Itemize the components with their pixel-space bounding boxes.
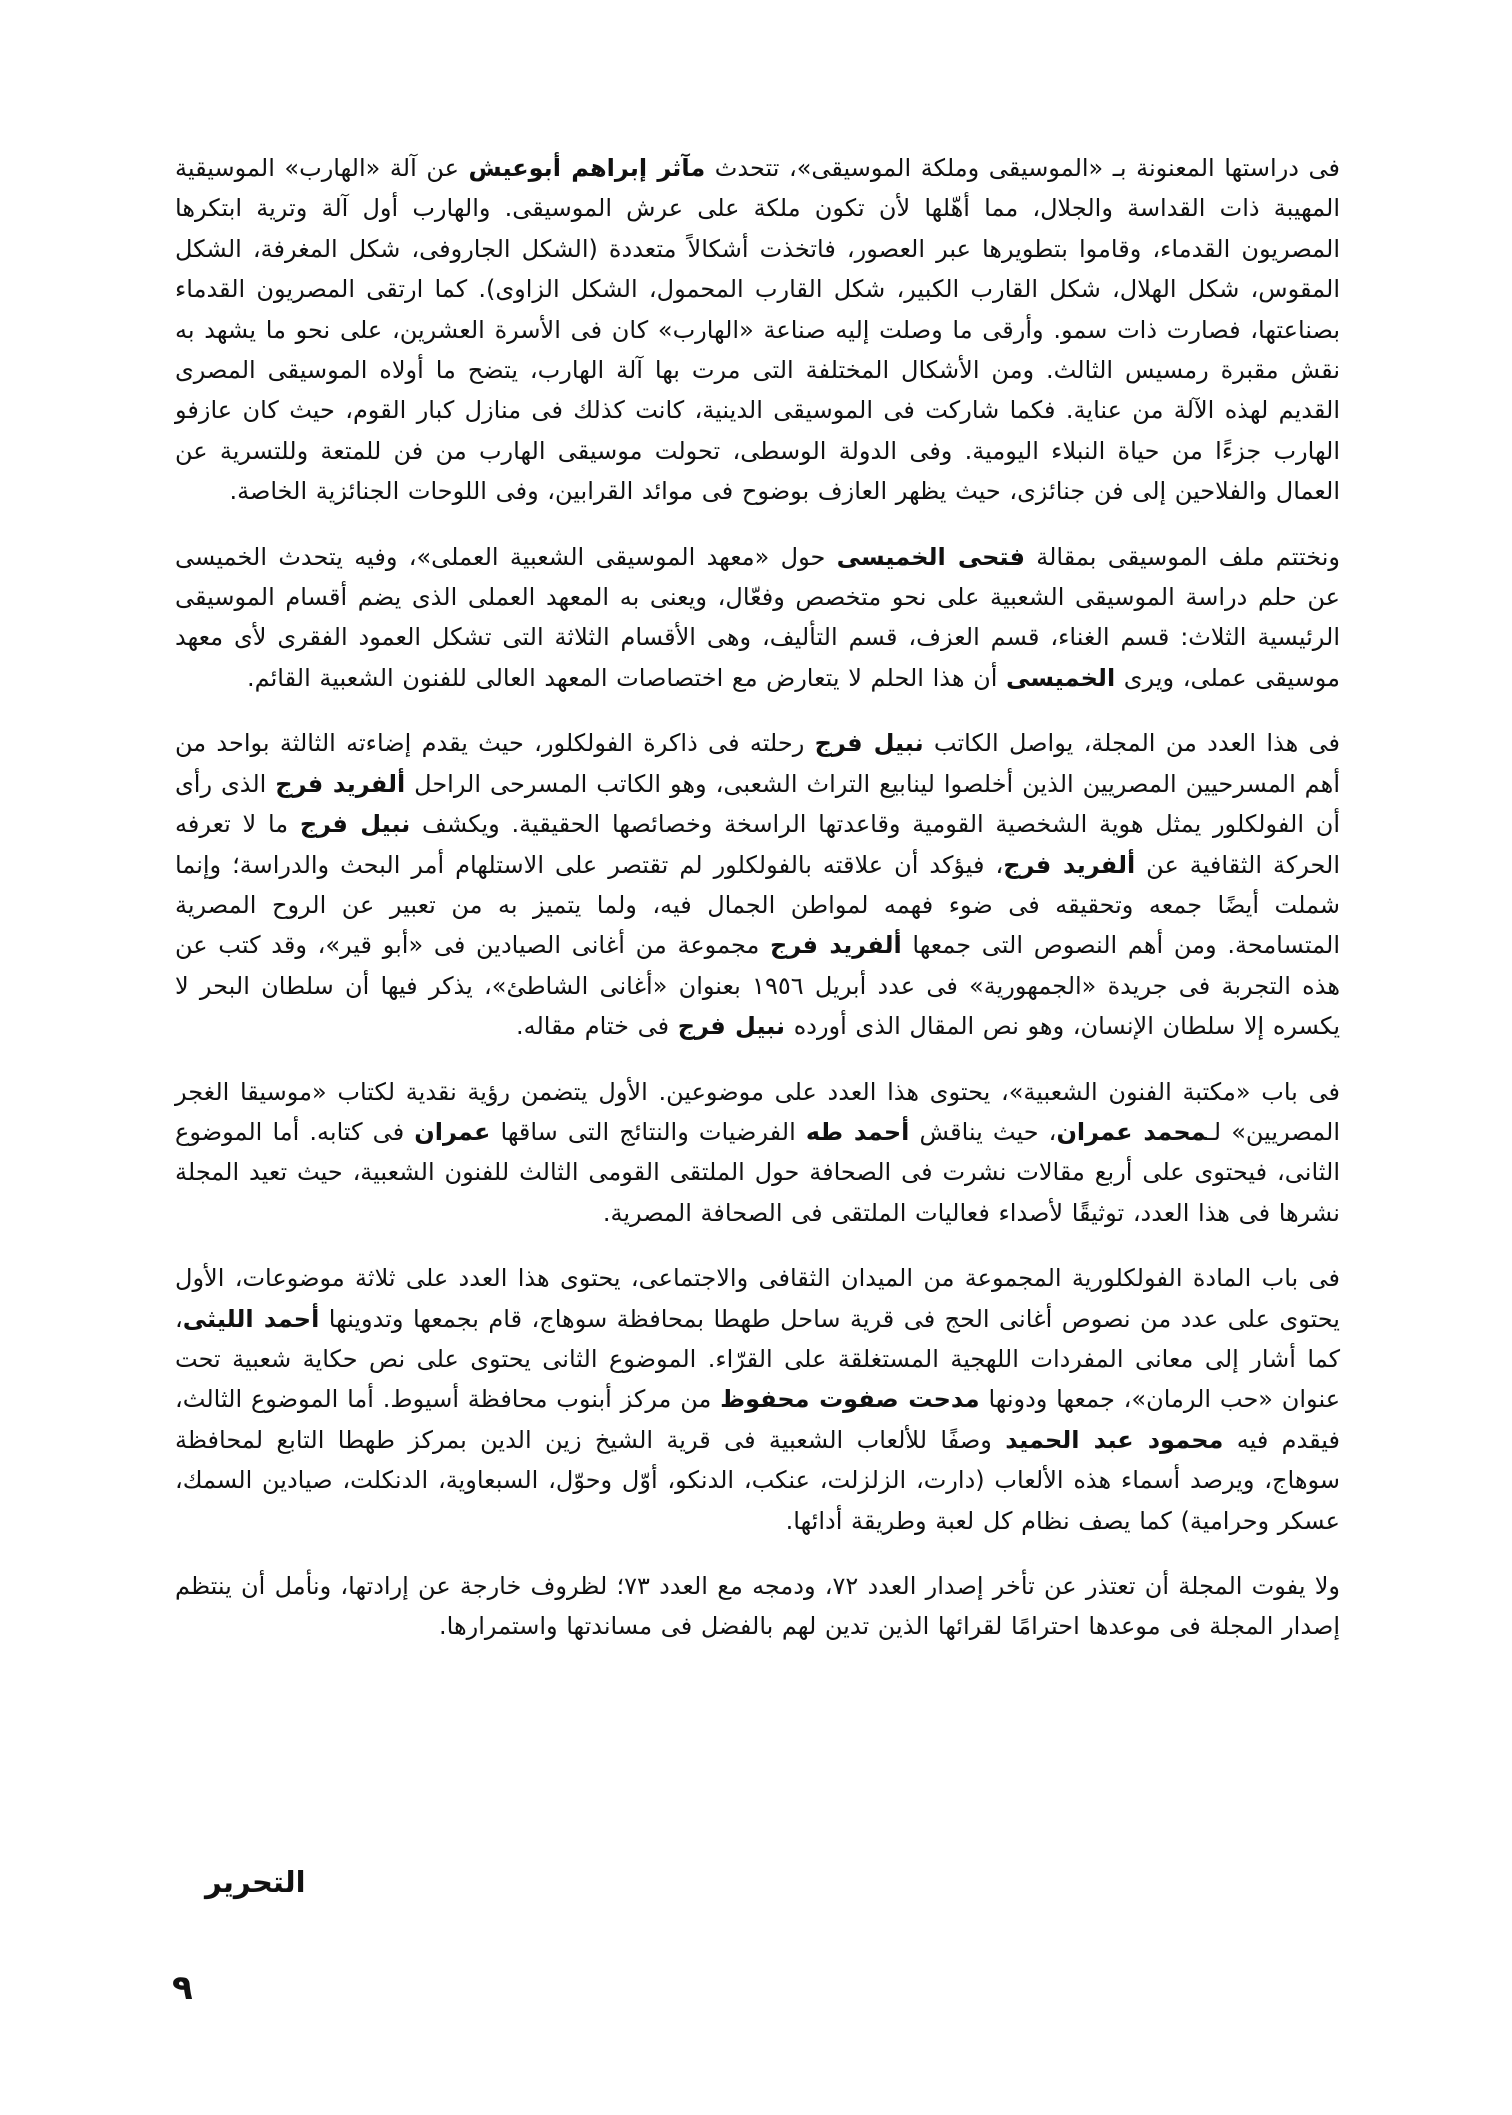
text-run: من مركز أبنوب محافظة أسيوط. أما الموضوع الثالث، فيقدم فيه: [175, 1385, 1340, 1454]
emphasized-name: ألفريد فرج: [770, 931, 902, 960]
emphasized-name: نبيل فرج: [677, 1012, 786, 1041]
text-run: ، كما أشار إلى معانى المفردات اللهجية المستغلقة على القرّاء. الموضوع الثانى يحتوى على نص حكاية شعبية تحت عنوان «حب الرمان»، جمعها ودونها: [175, 1304, 1341, 1414]
emphasized-name: نبيل فرج: [299, 810, 411, 839]
text-run: فى ختام مقاله.: [516, 1012, 678, 1041]
text-run: أن هذا الحلم لا يتعارض مع اختصاصات المعهد العالى للفنون الشعبية القائم.: [247, 663, 1007, 692]
text-run: وصفًا للألعاب الشعبية فى قرية الشيخ زين الدين بمركز طهطا التابع لمحافظة سوهاج، ويرصد أسماء هذه الألعاب (دارت، الزلزلت، عنكب، الدنكو، أوّل وحوّل، السبعاوية، الدنكلت، صيادين السمك، عسكر وحرامية) كما يصف نظام كل لعبة وطريقة أدائها.: [175, 1425, 1340, 1535]
emphasized-name: أحمد طه: [805, 1117, 910, 1146]
paragraph-2: [175, 537, 1340, 699]
paragraph-4: [175, 1072, 1340, 1234]
paragraph-6: [175, 1566, 1340, 1647]
emphasized-name: مآثر إبراهم أبوعيش: [468, 154, 706, 182]
text-run: الذى رأى أن الفولكلور يمثل هوية الشخصية القومية وقاعدتها الراسخة وخصائصها الحقيقية. ويكشف: [175, 769, 1340, 839]
text-run: فى هذا العدد من المجلة، يواصل الكاتب: [923, 729, 1341, 758]
text-run: فى باب المادة الفولكلورية المجموعة من الميدان الثقافى والاجتماعى، يحتوى هذا العدد على ثلاثة موضوعات، الأول يحتوى على عدد من نصوص أغانى الحج فى قرية ساحل طهطا بمحافظة سوهاج، قام بجمعها وتدوينها: [175, 1264, 1340, 1333]
paragraph-5: [175, 1258, 1340, 1541]
emphasized-name: محمود عبد الحميد: [1005, 1425, 1224, 1454]
signature-text: التحرير: [205, 1865, 306, 1899]
text-run: فى دراستها المعنونة بـ «الموسيقى وملكة الموسيقى»، تتحدث: [705, 154, 1341, 182]
emphasized-name: محمد عمران: [1056, 1117, 1207, 1146]
emphasized-name: مدحت صفوت محفوظ: [720, 1385, 980, 1414]
text-run: الفرضيات والنتائج التى ساقها: [490, 1117, 806, 1146]
emphasized-name: فتحى الخميسى: [836, 542, 1025, 571]
text-run: فى كتابه. أما الموضوع الثانى، فيحتوى على أربع مقالات نشرت فى الصحافة حول الملتقى القومى الثالث للفنون الشعبية، حيث تعيد المجلة نشرها فى هذا العدد، توثيقًا لأصداء فعاليات الملتقى فى الصحافة المصرية.: [175, 1117, 1340, 1227]
text-run: ولا يفوت المجلة أن تعتذر عن تأخر إصدار العدد ٧٢، ودمجه مع العدد ٧٣؛ لظروف خارجة عن إرادتها، ونأمل أن ينتظم إصدار المجلة فى موعدها احترامًا لقرائها الذين تدين لهم بالفضل فى مساندتها واستمرارها.: [175, 1572, 1341, 1641]
text-run: ما لا تعرفه الحركة الثقافية عن: [175, 810, 1340, 879]
emphasized-name: ألفريد فرج: [275, 769, 406, 798]
paragraph-1: [175, 148, 1340, 512]
emphasized-name: عمران: [414, 1117, 491, 1146]
editorial-signature: [175, 1865, 1340, 1899]
text-run: فى باب «مكتبة الفنون الشعبية»، يحتوى هذا العدد على موضوعين. الأول يتضمن رؤية نقدية لكتاب «موسيقا الغجر المصريين» لـ: [175, 1077, 1340, 1146]
emphasized-name: ألفريد فرج: [1003, 850, 1136, 879]
article-body: [175, 148, 1340, 1672]
text-run: رحلته فى ذاكرة الفولكلور، حيث يقدم إضاءته الثالثة بواحد من أهم المسرحيين المصريين الذين أخلصوا لينابيع التراث الشعبى، وهو الكاتب المسرحى الراحل: [175, 729, 1340, 798]
page-number: ٩: [172, 1968, 193, 2008]
text-run: حول «معهد الموسيقى الشعبية العملى»، وفيه يتحدث الخميسى عن حلم دراسة الموسيقى الشعبية على نحو متخصص وفعّال، ويعنى به المعهد العملى الذى يضم أقسام الموسيقى الرئيسية الثلاث: قسم الغناء، قسم العزف، قسم التأليف، وهى الأقسام الثلاثة التى تشكل العمود الفقرى لأى معهد موسيقى عملى، ويرى: [175, 542, 1340, 692]
text-run: ونختتم ملف الموسيقى بمقالة: [1024, 542, 1340, 571]
text-run: عن آلة «الهارب» الموسيقية المهيبة ذات القداسة والجلال، مما أهّلها لأن تكون ملكة على عرش الموسيقى. والهارب أول آلة وترية ابتكرها المصريون القدماء، وقاموا بتطويرها عبر العصور، فاتخذت أشكالاً متعددة (الشكل الجاروفى، شكل المغرفة، الشكل المقوس، شكل الهلال، شكل القارب الكبير، شكل القارب المحمول، الشكل الزاوى). كما ارتقى المصريون القدماء بصناعتها، فصارت ذات سمو. وأرقى ما وصلت إليه صناعة «الهارب» كان فى الأسرة العشرين، على نحو ما يشهد به نقش مقبرة رمسيس الثالث. ومن الأشكال المختلفة التى مرت بها آلة الهارب، يتضح ما أولاه الموسيقى المصرى القديم لهذه الآلة من عناية. فكما شاركت فى الموسيقى الدينية، كانت كذلك فى منازل كبار القوم، حيث كان عازفو الهارب جزءًا من حياة النبلاء اليومية. وفى الدولة الوسطى، تحولت موسيقى الهارب من فن للمتعة وللتسرية عن العمال والفلاحين إلى فن جنائزى، حيث يظهر العازف بوضوح فى موائد القرابين، وفى اللوحات الجنائزية الخاصة.: [175, 154, 1340, 506]
emphasized-name: نبيل فرج: [814, 729, 924, 758]
paragraph-3: [175, 723, 1340, 1046]
text-run: ، حيث يناقش: [909, 1117, 1057, 1146]
emphasized-name: الخميسى: [1006, 663, 1116, 692]
text-run: مجموعة من أغانى الصيادين فى «أبو قير»، وقد كتب عن هذه التجربة فى جريدة «الجمهورية» فى عدد أبريل ١٩٥٦ بعنوان «أغانى الشاطئ»، يذكر فيها أن سلطان البحر لا يكسره إلا سلطان الإنسان، وهو نص المقال الذى أورده: [175, 931, 1341, 1041]
emphasized-name: أحمد الليثى: [182, 1304, 320, 1333]
text-run: ، فيؤكد أن علاقته بالفولكلور لم تقتصر على الاستلهام أمر البحث والدراسة؛ وإنما شملت أيضًا جمعه وتحقيقه فى ضوء فهمه لمواطن الجمال فيه، ولما يتميز به من تعبير عن الروح المصرية المتسامحة. ومن أهم النصوص التى جمعها: [175, 850, 1340, 960]
